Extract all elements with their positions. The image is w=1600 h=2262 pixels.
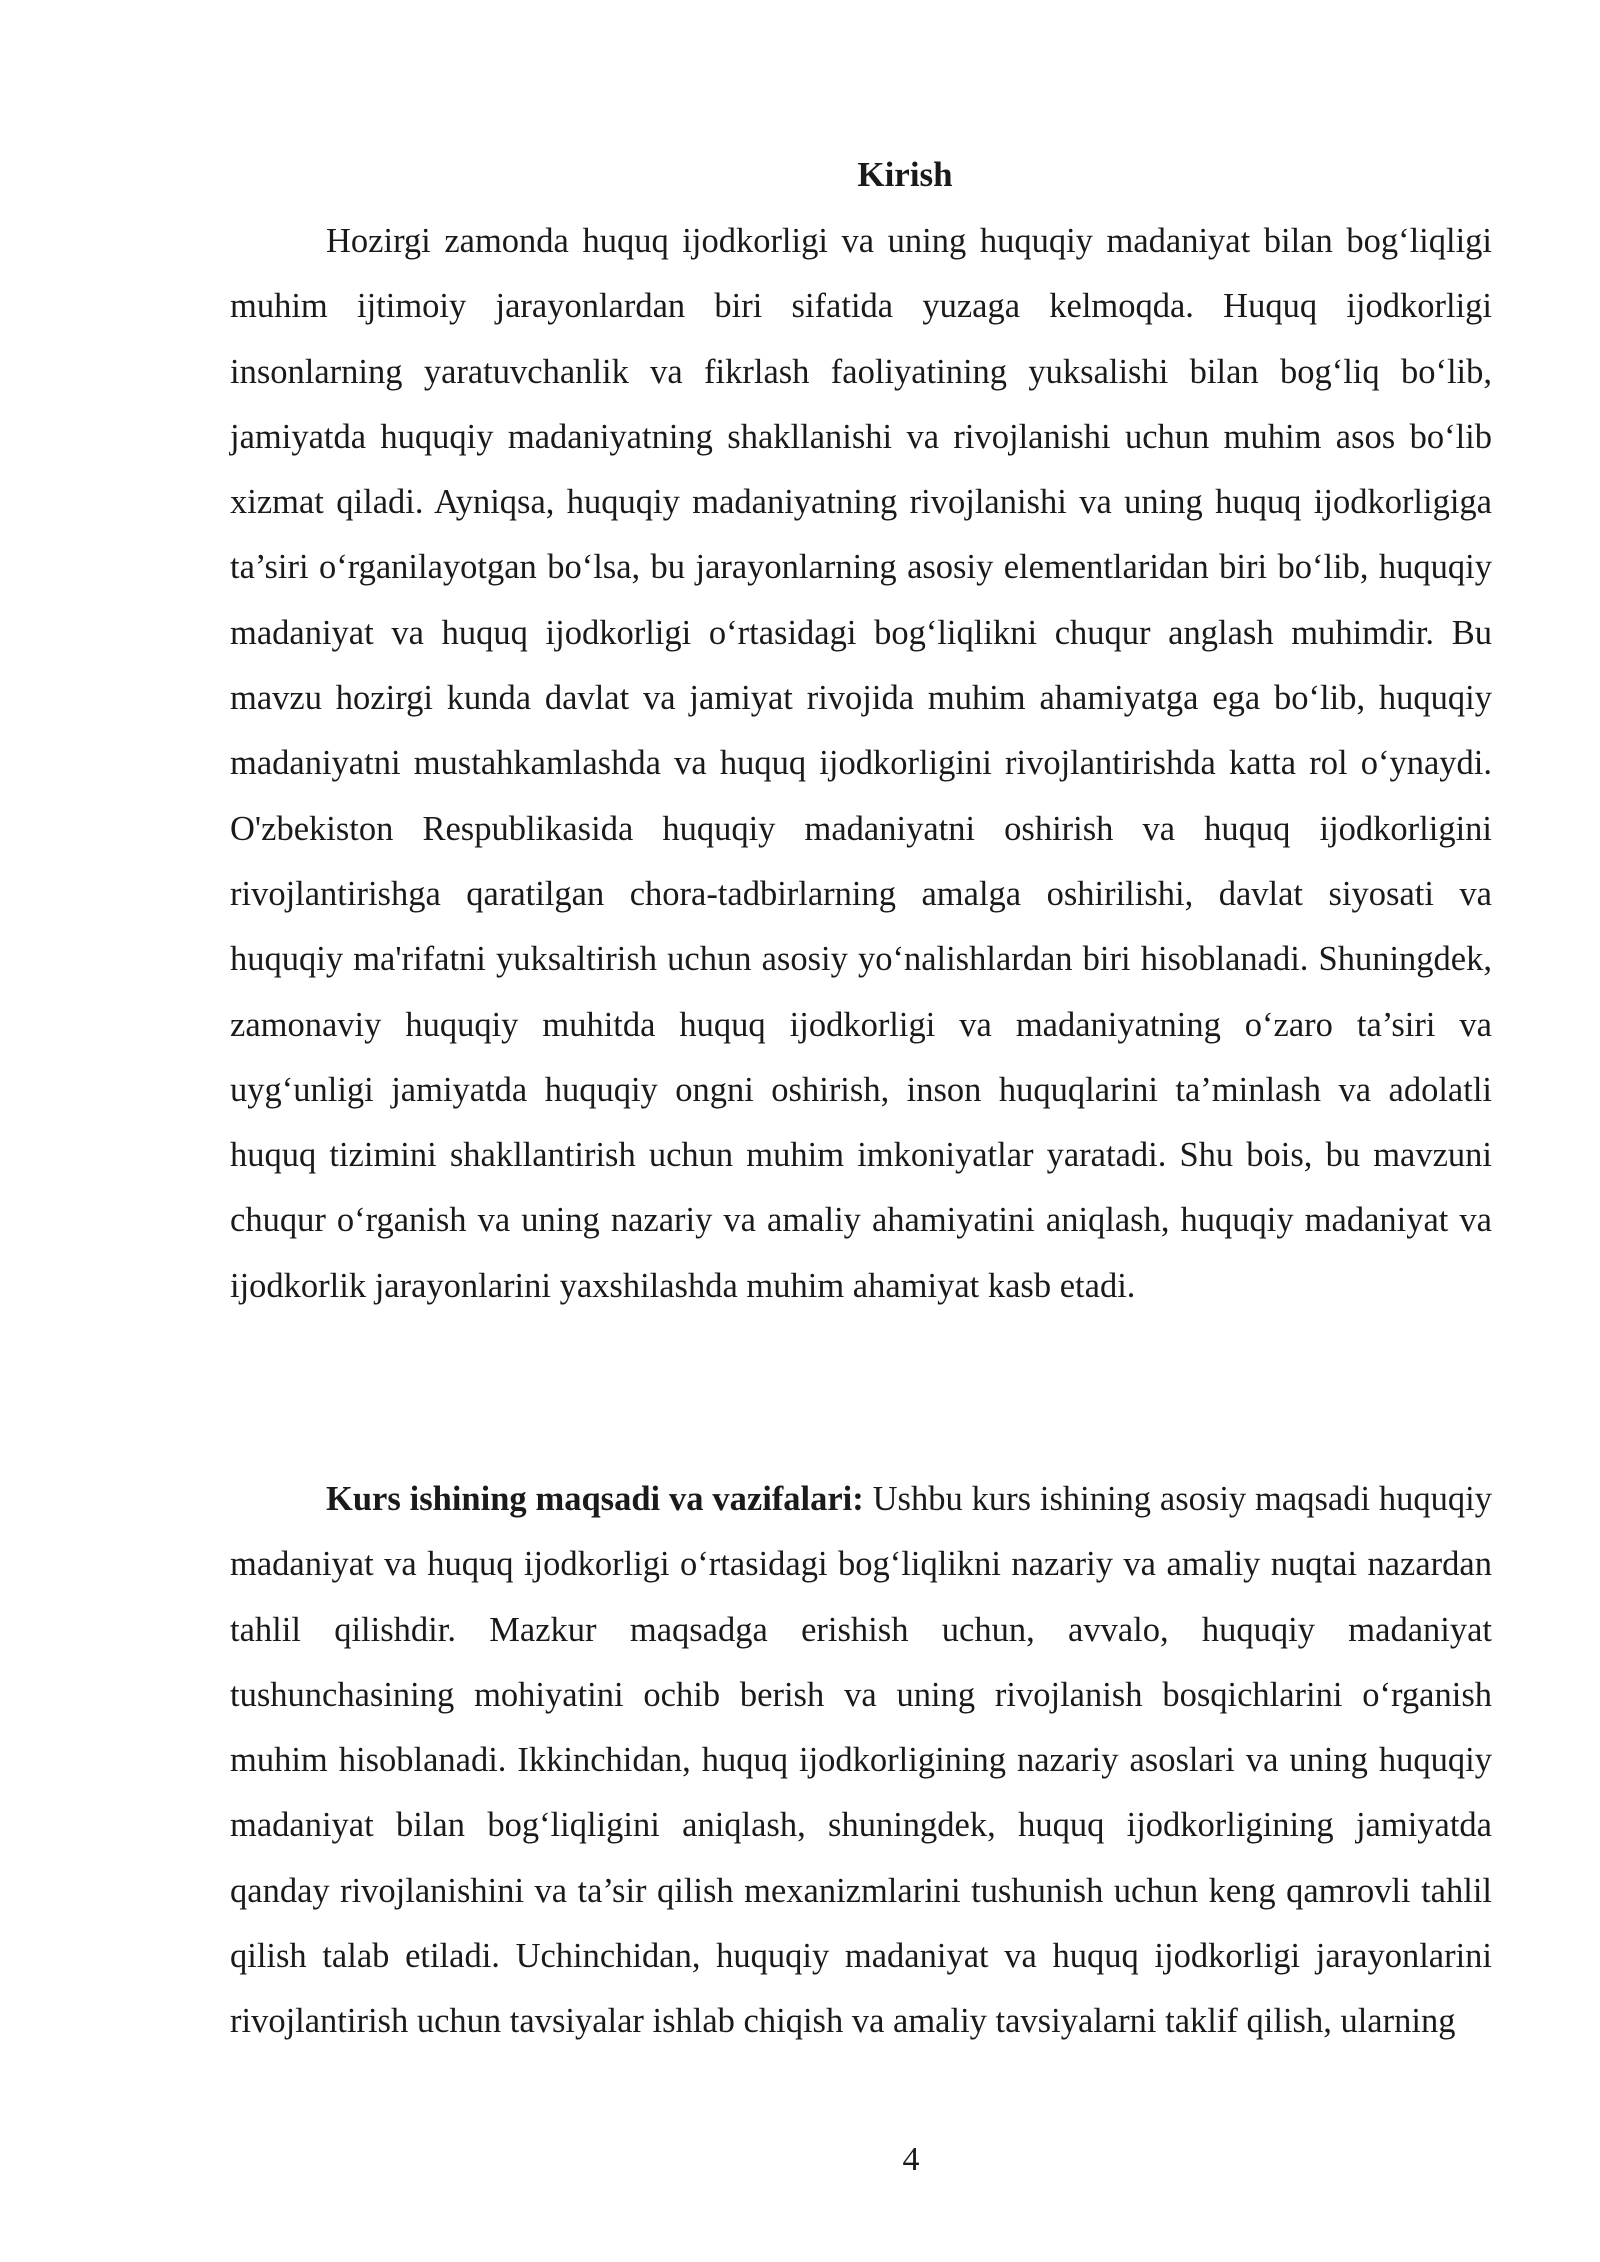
goals-paragraph: [230, 1467, 1492, 2055]
goals-paragraph-lead: Kurs ishining maqsadi va vazifalari:: [326, 1480, 864, 1518]
page-number: 4: [902, 2141, 920, 2178]
section-heading: Kirish: [857, 155, 953, 194]
goals-paragraph-text: Ushbu kurs ishining asosiy maqsadi huquqiy madaniyat va huquq ijodkorligi o‘rtasidagi bog‘liqlikni nazariy va amaliy nuqtai nazardan tahlil qilishdir. Mazkur maqsadga erishish uchun, avvalo, huquqiy madaniyat tushunchasining mohiyatini ochib berish va uning rivojlanish bosqichlarini o‘rganish muhim hisoblanadi. Ikkinchidan, huquq ijodkorligining nazariy asoslari va uning huquqiy madaniyat bilan bog‘liqligini aniqlash, shuningdek, huquq ijodkorligining jamiyatda qanday rivojlanishini va ta’sir qilish mexanizmlarini tushunish uchun keng qamrovli tahlil qilish talab etiladi. Uchinchidan, huquqiy madaniyat va huquq ijodkorligi jarayonlarini rivojlantirish uchun tavsiyalar ishlab chiqish va amaliy tavsiyalarni taklif qilish, ularning: [230, 1480, 1492, 2041]
intro-paragraph: [230, 209, 1492, 1319]
intro-paragraph-text: Hozirgi zamonda huquq ijodkorligi va uning huquqiy madaniyat bilan bog‘liqligi muhim ijtimoiy jarayonlardan biri sifatida yuzaga kelmoqda. Huquq ijodkorligi insonlarning yaratuvchanlik va fikrlash faoliyatining yuksalishi bilan bog‘liq bo‘lib, jamiyatda huquqiy madaniyatning shakllanishi va rivojlanishi uchun muhim asos bo‘lib xizmat qiladi. Ayniqsa, huquqiy madaniyatning rivojlanishi va uning huquq ijodkorligiga ta’siri o‘rganilayotgan bo‘lsa, bu jarayonlarning asosiy elementlaridan biri bo‘lib, huquqiy madaniyat va huquq ijodkorligi o‘rtasidagi bog‘liqlikni chuqur anglash muhimdir. Bu mavzu hozirgi kunda davlat va jamiyat rivojida muhim ahamiyatga ega bo‘lib, huquqiy madaniyatni mustahkamlashda va huquq ijodkorligini rivojlantirishda katta rol o‘ynaydi. O'zbekiston Respublikasida huquqiy madaniyatni oshirish va huquq ijodkorligini rivojlantirishga qaratilgan chora-tadbirlarning amalga oshirilishi, davlat siyosati va huquqiy ma'rifatni yuksaltirish uchun asosiy yo‘nalishlardan biri hisoblanadi. Shuningdek, zamonaviy huquqiy muhitda huquq ijodkorligi va madaniyatning o‘zaro ta’siri va uyg‘unligi jamiyatda huquqiy ongni oshirish, inson huquqlarini ta’minlash va adolatli huquq tizimini shakllantirish uchun muhim imkoniyatlar yaratadi. Shu bois, bu mavzuni chuqur o‘rganish va uning nazariy va amaliy ahamiyatini aniqlash, huquqiy madaniyat va ijodkorlik jarayonlarini yaxshilashda muhim ahamiyat kasb etadi.: [230, 222, 1492, 1305]
